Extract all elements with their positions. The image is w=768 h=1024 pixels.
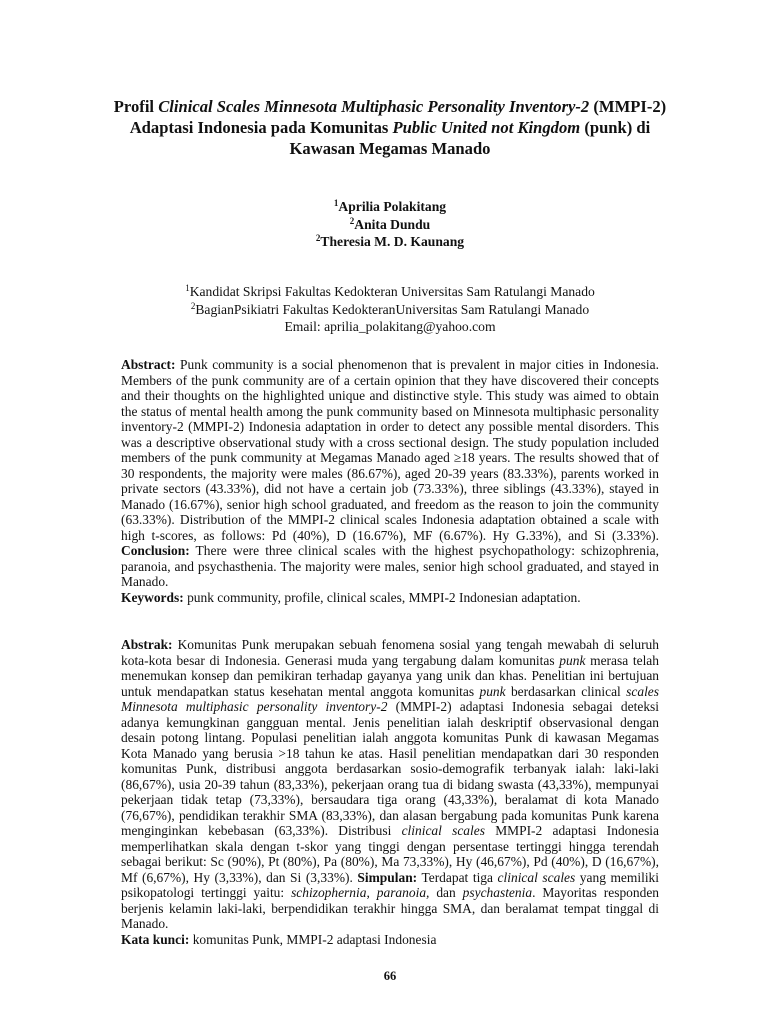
abstract-english <box>121 357 659 605</box>
affiliation-1: $^1$Kandidat Skripsi Fakultas Kedokteran Universitas Sam Ratulangi Manado <box>185 283 595 299</box>
abstrak-text: dan <box>429 885 463 900</box>
abstrak-italic: clinical scales <box>401 823 485 838</box>
abstrak-text: . Mayoritas responden berjenis kelamin laki-laki, berpendidikan terakhir hingga SMA, dan beralamat tempat tinggal di Manado. <box>121 885 659 931</box>
title-part-3: (MMPI-2) Adaptasi Indonesia pada Komunitas <box>129 97 667 137</box>
affiliations <box>0 283 768 336</box>
affiliation-2: $^2$BagianPsikiatri Fakultas KedokteranUniversitas Sam Ratulangi Manado <box>190 300 590 317</box>
abstrak-label: Abstrak: <box>121 637 173 652</box>
conclusion-label: Conclusion: <box>121 543 190 558</box>
conclusion-text: There were three clinical scales with the highest psychopathology: schizophrenia, paranoia, and psychasthenia. The majority were males, senior high school graduated, and stayed in Manado. <box>121 543 659 589</box>
abstrak-italic: paranoia, <box>376 885 430 900</box>
simpulan-label: Simpulan: <box>357 869 418 885</box>
abstract-label: Abstract: <box>121 357 176 372</box>
author-list <box>0 198 768 251</box>
article-title <box>100 96 680 159</box>
author-2: $^2$Anita Dundu <box>349 215 431 232</box>
abstrak-text: berdasarkan clinical <box>505 683 627 699</box>
kata-kunci-label: Kata kunci: <box>121 931 190 947</box>
abstrak-italic: scales Minnesota multiphasic personality inventory-2 <box>121 683 659 714</box>
abstrak-text: Terdapat tiga <box>417 869 498 885</box>
keywords-label: Keywords: <box>121 589 184 605</box>
abstrak-text: merasa telah menemukan konsep dan pemikiran terhadap gayanya yang unik dan khas. Penelitian ini bertujuan untuk mendapatkan status kesehatan mental anggota komunitas <box>121 652 659 699</box>
page-number: 66 <box>383 969 397 983</box>
abstrak-italic: punk <box>559 652 586 668</box>
title-part-1: Profil <box>113 97 159 116</box>
abstrak-text: MMPI-2 adaptasi Indonesia memperlihatkan skala dengan t-skor yang tinggi dengan persentase tertinggi hingga terendah sebagai berikut: Sc (90%), Pt (80%), Pa (80%), Ma 73,33%), Hy (46,67%), Pd (40%), D (16,67%), Mf (6,67%), Hy (3,33%), dan Si (3,33%). <box>121 823 659 885</box>
abstract-body: Punk community is a social phenomenon that is prevalent in major cities in Indonesia. Members of the punk community are of a certain opinion that they have discovered their concepts and their thoughts on the highlighted unique and distinctive style. This study was aimed to obtain the status of mental health among the punk community based on Minnesota multiphasic personality inventory-2 (MMPI-2) Indonesia adaptation in order to detect any possible mental disorders. This was a descriptive observational study with a cross sectional design. The study population included members of the punk community at Megamas Manado aged ≥18 years. The results showed that of 30 respondents, the majority were males (86.67%), aged 20-39 years (83.33%), parents worked in private sectors (43.33%), did not have a certain job (73.33%), three siblings (43.33%), stayed in Manado (16.67%), senior high school graduated, and freedom as the reason to join the community (63.33%). Distribution of the MMPI-2 clinical scales Indonesia adaptation obtained a scale with high t-scores, as follows: Pd (40%), D (16.67%), MF (6.67%). Hy G.33%), and Si (3.33%). <box>121 357 659 543</box>
email-address: Email: aprilia_polakitang@yahoo.com <box>284 319 496 334</box>
title-part-4: Public United not Kingdom <box>392 118 581 137</box>
author-1: $^1$Aprilia Polakitang <box>333 198 447 214</box>
keywords-text: punk community, profile, clinical scales, MMPI-2 Indonesian adaptation. <box>183 589 581 605</box>
kata-kunci-text: komunitas Punk, MMPI-2 adaptasi Indonesia <box>189 931 437 947</box>
abstrak-text: (MMPI-2) adaptasi Indonesia sebagai deteksi adanya kemungkinan gangguan mental. Jenis penelitian ialah deskriptif observasional dengan desain potong lintang. Populasi penelitian ialah anggota komunitas Punk di kawasan Megamas Kota Manado yang berusia >18 tahun ke atas. Hasil penelitian mendapatkan dari 30 responden komunitas Punk, distribusi anggota berdasarkan sosio-demografik terbanyak ialah: laki-laki (86,67%), usia 20-39 tahun (83,33%), pekerjaan orang tua di bidang swasta (43,33%), mempunyai pekerjaan tidak tetap (73,33%), bersaudara tiga orang (43,33%), beralamat di kota Manado (76,67%), pendidikan terakhir SMA (83,33%), dan alasan bergabung pada komunitas Punk karena menginginkan kebebasan (63,33%). Distribusi <box>121 699 659 838</box>
abstrak-italic: psychastenia <box>462 885 533 900</box>
title-part-5: (punk) di Kawasan Megamas Manado <box>289 118 651 158</box>
abstrak-text: yang memiliki psikopatologi tertinggi yaitu: <box>121 869 660 900</box>
abstrak-italic: schizophernia <box>291 885 367 900</box>
abstrak-text: , <box>366 885 377 900</box>
title-part-2: Clinical Scales Minnesota Multiphasic Personality Inventory-2 <box>158 97 590 116</box>
abstrak-text: Komunitas Punk merupakan sebuah fenomena sosial yang tengah mewabah di seluruh kota-kota besar di Indonesia. Generasi muda yang tergabung dalam komunitas <box>121 637 659 668</box>
abstrak-italic: punk <box>479 683 506 699</box>
author-3: $^2$Theresia M. D. Kaunang <box>315 233 465 249</box>
abstract-indonesian <box>121 637 659 947</box>
abstrak-italic: clinical scales <box>497 869 576 885</box>
